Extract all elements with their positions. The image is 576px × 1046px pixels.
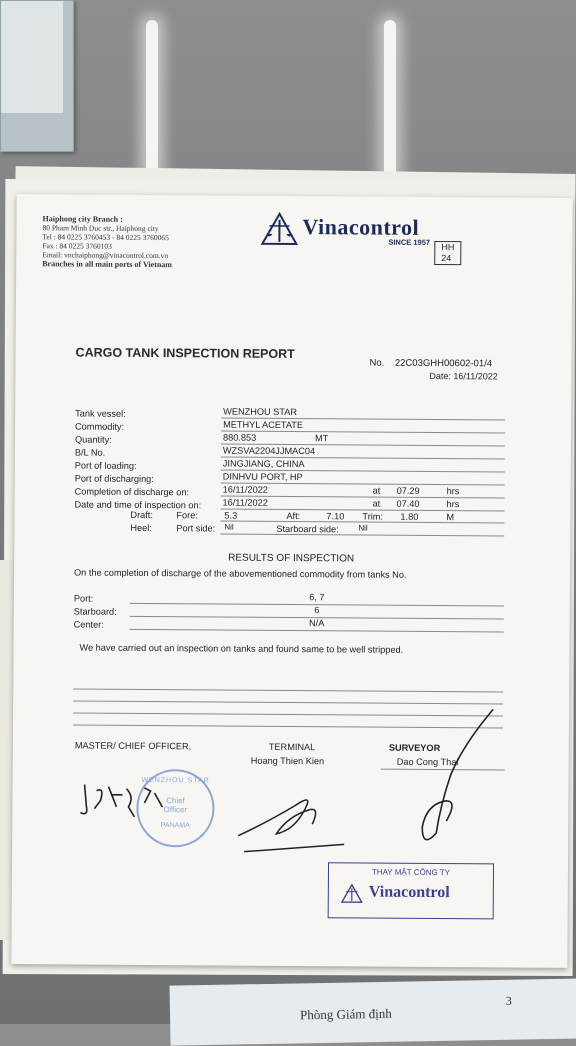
underline <box>221 431 505 434</box>
inspection-unit: hrs <box>447 499 460 509</box>
completion-at: at <box>373 486 381 496</box>
company-stamp <box>328 862 494 919</box>
company-stamp-top: THAY MẶT CÔNG TY <box>329 867 493 877</box>
scales-icon <box>260 212 298 246</box>
results-heading: RESULTS OF INSPECTION <box>228 553 354 565</box>
quantity-label: Quantity: <box>75 434 112 444</box>
report-date: Date: 16/11/2022 <box>429 371 497 381</box>
report-title: CARGO TANK INSPECTION REPORT <box>76 345 295 361</box>
results-intro: On the completion of discharge of the abovementioned commodity from tanks No. <box>74 567 407 579</box>
discharging-port-value: DINHVU PORT, HP <box>223 472 303 483</box>
inspection-at: at <box>373 499 381 509</box>
underline <box>130 629 504 633</box>
fore-label: Fore: <box>176 510 198 520</box>
center-tanks-label: Center: <box>74 619 104 629</box>
inspection-label: Date and time of inspection on: <box>74 499 201 510</box>
starboard-tanks-label: Starboard: <box>74 606 117 616</box>
bottom-sheet-page: 3 <box>506 994 512 1009</box>
port-side-value: Nil <box>224 523 233 532</box>
underline <box>220 533 504 536</box>
loading-port-label: Port of loading: <box>75 460 137 470</box>
port-tanks-label: Port: <box>74 593 93 603</box>
company-stamp-logo: Vinacontrol <box>369 884 450 903</box>
remark-line <box>73 700 503 704</box>
report-number: No. 22C03GHH00602-01/4 <box>369 358 492 370</box>
loading-port-value: JINGJIANG, CHINA <box>223 459 305 470</box>
quantity-value: 880.853 <box>223 433 256 443</box>
logo-text: Vinacontrol <box>302 214 419 241</box>
branch-address: 80 Pham Minh Duc str., Haiphong city <box>42 223 242 233</box>
inspection-statement: We have carried out an inspection on tanks and found same to be well stripped. <box>79 643 403 655</box>
form-code: HH 24 <box>434 241 461 265</box>
draft-label: Draft: <box>130 510 153 520</box>
vinacontrol-logo <box>260 212 460 257</box>
ceiling-light-right <box>384 20 396 180</box>
ship-stamp <box>136 769 215 848</box>
trim-label: Trim: <box>362 511 383 521</box>
completion-time: 07.29 <box>397 486 420 496</box>
bl-value: WZSVA2204JJMAC04 <box>223 446 315 457</box>
bottom-sheet-text: Phòng Giám định <box>300 1006 392 1024</box>
starboard-side-label: Starboard side: <box>276 524 338 534</box>
tank-vessel-label: Tank vessel: <box>75 408 126 418</box>
branch-address-block <box>42 214 242 269</box>
inspection-date: 16/11/2022 <box>223 498 268 508</box>
aft-value: 7.10 <box>326 511 344 521</box>
quantity-unit: MT <box>315 433 328 443</box>
logo-since: SINCE 1957 <box>388 238 430 247</box>
inspection-time: 07.40 <box>397 499 420 509</box>
inspection-report-page <box>11 194 572 968</box>
surveyor-signature <box>392 705 513 856</box>
port-tanks-value: 6, 7 <box>130 591 504 604</box>
ship-stamp-top: WENZHOU STAR <box>139 777 213 785</box>
starboard-tanks-value: 6 <box>130 604 504 617</box>
bl-label: B/L No. <box>75 447 105 457</box>
completion-label: Completion of discharge on: <box>75 486 189 497</box>
branch-network: Branches in all main ports of Vietnam <box>42 259 172 269</box>
commodity-value: METHYL ACETATE <box>223 420 303 431</box>
tank-vessel-value: WENZHOU STAR <box>223 407 297 418</box>
aft-label: Aft: <box>286 511 300 521</box>
scales-icon <box>341 883 363 903</box>
center-tanks-value: N/A <box>130 617 504 630</box>
fore-value: 5.3 <box>224 511 237 521</box>
commodity-label: Commodity: <box>75 421 124 431</box>
surveyor-label: SURVEYOR <box>389 743 440 753</box>
terminal-name: Hoang Thien Kien <box>251 756 324 767</box>
branch-fax: Fax : 84 0225 3760103 <box>42 241 242 251</box>
surveyor-name: Dao Cong Thai <box>397 757 459 767</box>
discharging-port-label: Port of discharging: <box>75 473 154 484</box>
completion-unit: hrs <box>447 486 460 496</box>
branch-tel: Tel : 84 0225 3760453 - 84 0225 3760065 <box>42 232 242 242</box>
heel-label: Heel: <box>130 523 152 533</box>
trim-value: 1.80 <box>400 512 418 522</box>
bottom-sheet <box>170 978 576 1045</box>
trim-unit: M <box>446 512 454 522</box>
background-binder <box>0 0 74 152</box>
branch-name: Haiphong city Branch : <box>42 214 122 224</box>
starboard-side-value: Nil <box>358 523 367 532</box>
ship-stamp-bottom: PANAMA <box>138 822 212 830</box>
terminal-signature <box>224 780 355 861</box>
master-label: MASTER/ CHIEF OFFICER, <box>75 740 191 751</box>
terminal-label: TERMINAL <box>269 742 316 752</box>
ceiling-light-left <box>146 20 158 180</box>
remark-line <box>73 688 503 692</box>
branch-email: Email: vnchaiphong@vinacontrol.com.vn <box>42 250 242 260</box>
port-side-label: Port side: <box>176 523 215 533</box>
completion-date: 16/11/2022 <box>223 485 268 495</box>
ship-stamp-middle: Chief Officer <box>155 796 195 814</box>
